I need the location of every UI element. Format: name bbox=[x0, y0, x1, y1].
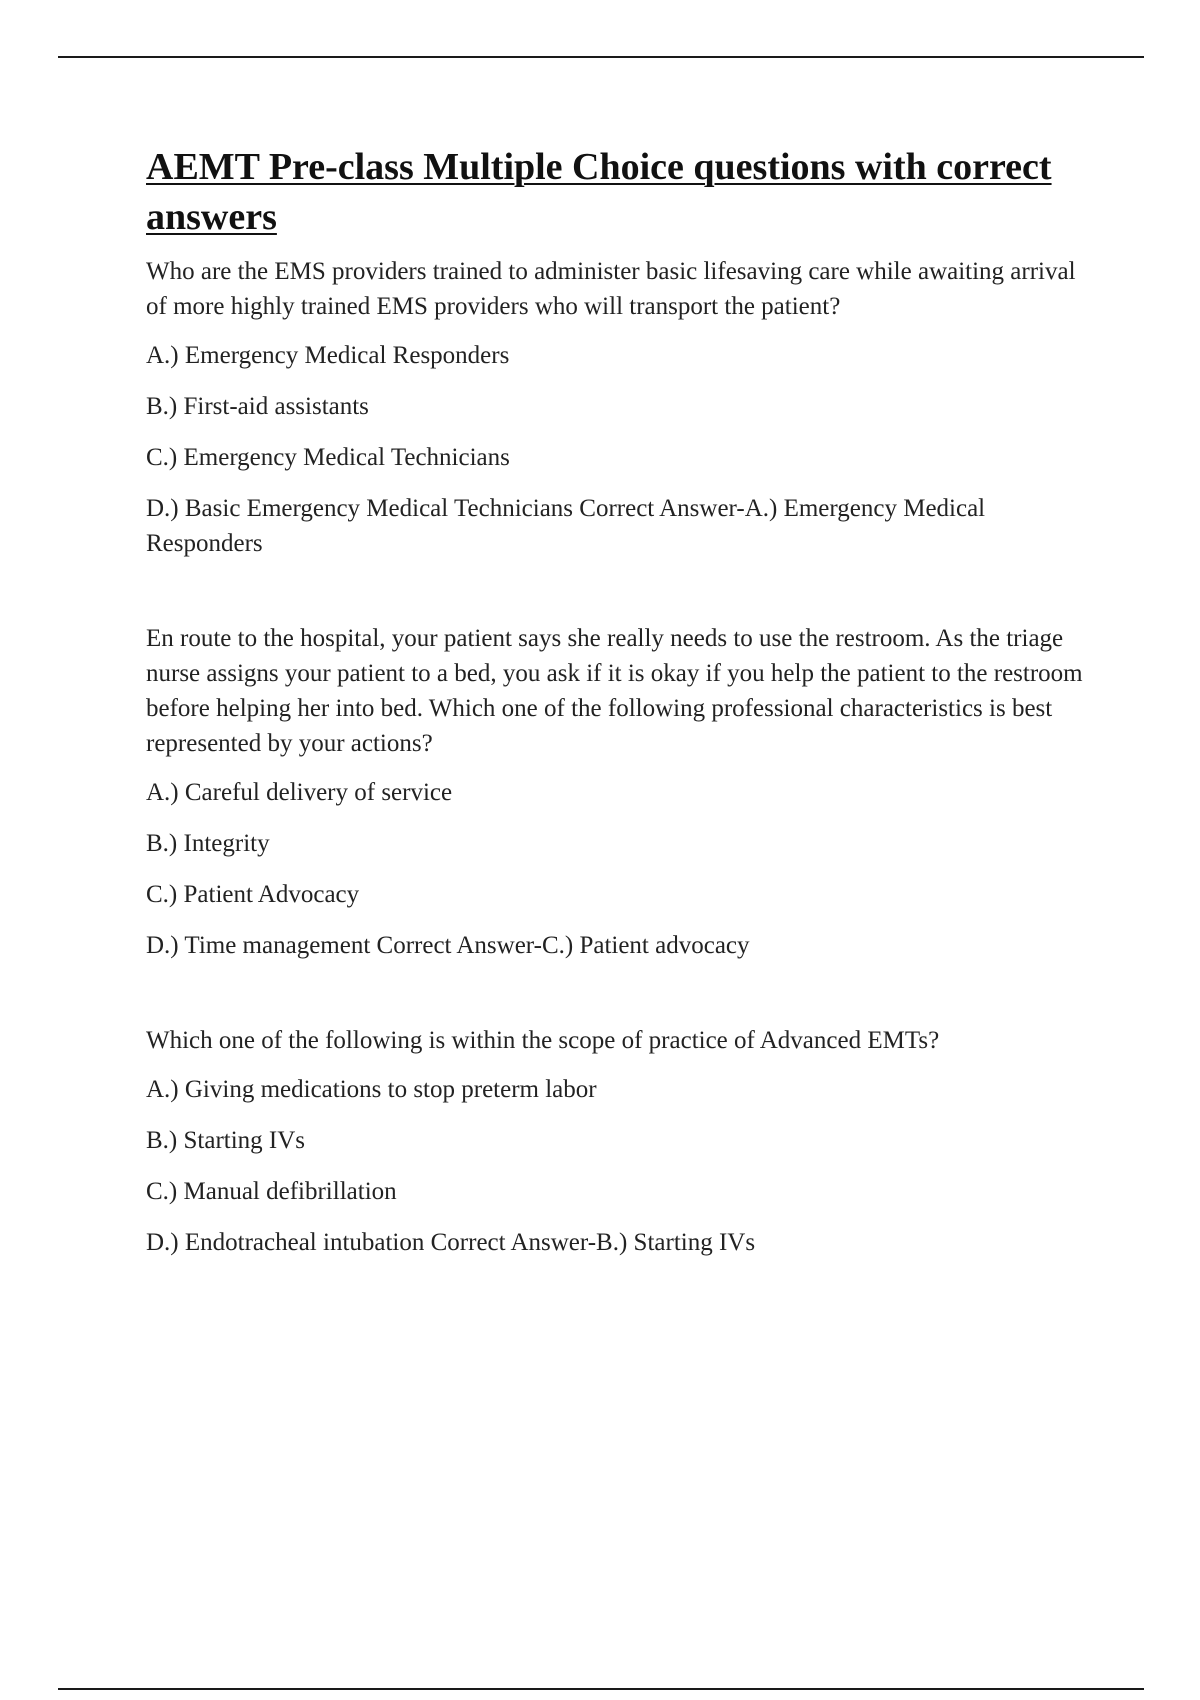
document-title: AEMT Pre-class Multiple Choice questions with correct answers bbox=[146, 146, 1052, 238]
header-rule bbox=[58, 56, 1144, 58]
question-text: Which one of the following is within the scope of practice of Advanced EMTs? bbox=[146, 1027, 940, 1054]
answer-option: D.) Endotracheal intubation Correct Answer-B.) Starting IVs bbox=[146, 1229, 756, 1256]
answer-option: C.) Manual defibrillation bbox=[146, 1178, 397, 1205]
answer-option: A.) Emergency Medical Responders bbox=[146, 342, 510, 369]
footer-rule bbox=[58, 1688, 1144, 1690]
answer-option: D.) Time management Correct Answer-C.) Patient advocacy bbox=[146, 932, 750, 959]
answer-option: A.) Giving medications to stop preterm labor bbox=[146, 1076, 597, 1103]
answer-option: B.) First-aid assistants bbox=[146, 393, 369, 420]
answer-option: B.) Integrity bbox=[146, 830, 270, 857]
answer-option: C.) Emergency Medical Technicians bbox=[146, 444, 510, 471]
question-text: En route to the hospital, your patient says she really needs to use the restroom. As the triage nurse assigns your patient to a bed, you ask if it is okay if you help the patient to the restroom before helping her into bed. Which one of the following professional characteristics is best represented by your actions? bbox=[146, 625, 1083, 757]
document-body bbox=[146, 142, 1086, 1260]
answer-option: C.) Patient Advocacy bbox=[146, 881, 360, 908]
question-block bbox=[146, 254, 1086, 561]
answer-option: D.) Basic Emergency Medical Technicians Correct Answer-A.) Emergency Medical Responders bbox=[146, 495, 986, 557]
answer-option: A.) Careful delivery of service bbox=[146, 779, 453, 806]
answer-option: B.) Starting IVs bbox=[146, 1127, 306, 1154]
question-block bbox=[146, 1023, 1086, 1260]
question-text: Who are the EMS providers trained to administer basic lifesaving care while awaiting arrival of more highly trained EMS providers who will transport the patient? bbox=[146, 258, 1076, 320]
question-block bbox=[146, 621, 1086, 963]
